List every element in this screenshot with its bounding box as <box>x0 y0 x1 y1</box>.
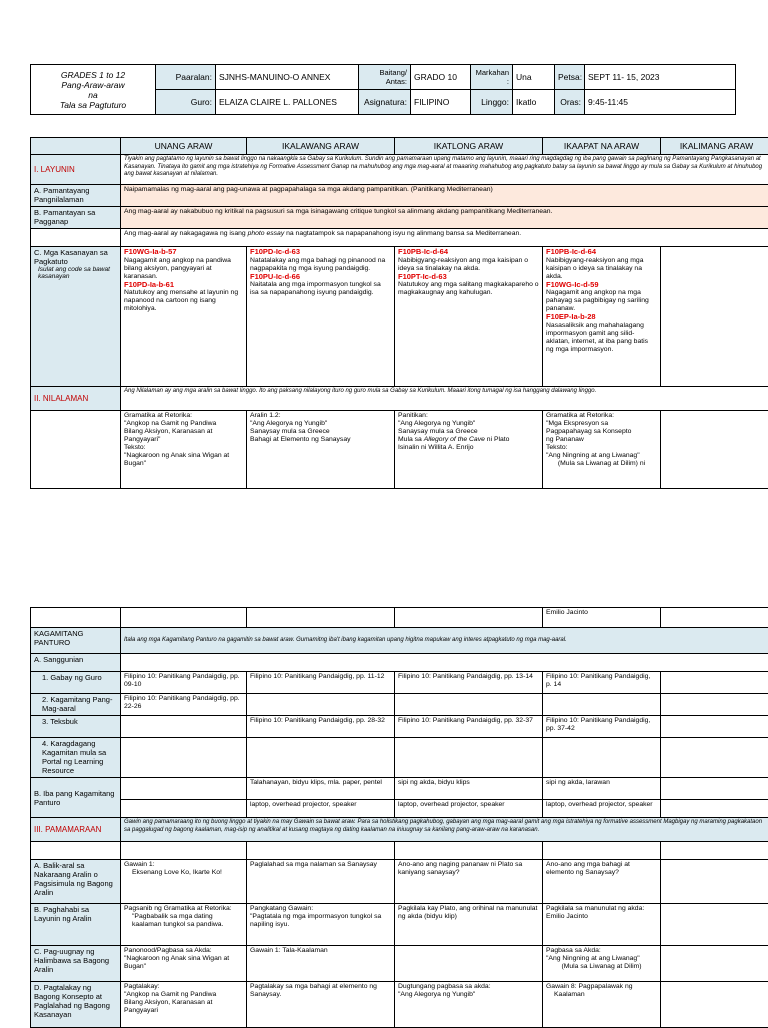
pamantayan-pagganap-text: Ang mag-aaral ay nakabubuo ng kritikal na pagsusuri sa mga isinagawang critique tungkol sa alinmang akdang pampanitikang Mediterranean. <box>121 207 768 229</box>
gabay-day2: Filipino 10: Panitikang Pandaigdig, pp. 11-12 <box>247 672 395 694</box>
pag-uugnay-day2: Gawain 1: Tala-Kaalaman <box>247 946 395 982</box>
gabay-day5 <box>661 672 768 694</box>
kagamitan-label: KAGAMITANG PANTURO <box>31 628 121 654</box>
teksbuk-day2: Filipino 10: Panitikang Pandaigdig, pp. 28-32 <box>247 716 395 738</box>
balik-aral-day2: Paglalahad sa mga nalaman sa Sanaysay <box>247 860 395 904</box>
baitang-label: Baitang/ Antas: <box>359 65 411 90</box>
layunin-note: Tiyakin ang pagtatamo ng layunin sa bawat linggo na nakaangkla sa Gabay sa Kurikulum. Sundin ang pamamaraan upang matamo ang layunin, maaari ring magdagdag ng iba pang gawain sa paglinang ng Pamantayang Pangkasanayan at Kasanayan. Tinataya ito gamit ang mga istratehiya ng Formative Assessment Ganap na mahuhubog ang mga mag-aaral at maaaring mahahubog ang pagkatuto batay sa layunin sa bawat linggo ay mula sa Gabay sa Kurikulum at hinuhubog ang bawat kasanayan at nilalaman. <box>121 155 768 185</box>
photo-essay-text: Ang mag-aaral ay nakagagawa ng isang photo essay na nagtatampok sa napapanahong isyu ng alinmang bansa sa Mediterranean. <box>121 229 768 247</box>
pagtalakay-label: D. Pagtalakay ng Bagong Konsepto at Paglalahad ng Bagong Kasanayan <box>31 982 121 1028</box>
pamantayan-pagganap-label: B. Pamantayan sa Pagganap <box>31 207 121 229</box>
iba-day1-a <box>121 778 247 800</box>
paghahabi-label: B. Paghahabi sa Layunin ng Aralin <box>31 904 121 946</box>
sanggunian-cell <box>121 654 768 672</box>
cont-blank-2 <box>121 608 247 628</box>
pamamaraan-blank-label <box>31 842 121 860</box>
day-header-3: IKATLONG ARAW <box>395 138 543 155</box>
pagtalakay-day4: Gawain 8: Pagpapalawak ng Kaalaman <box>543 982 661 1028</box>
header-table <box>30 64 736 115</box>
paaralan-label: Paaralan: <box>156 65 216 90</box>
teksbuk-day1 <box>121 716 247 738</box>
pamamaraan-blank-5 <box>661 842 768 860</box>
gabay-day4: Filipino 10: Panitikang Pandaigdig, p. 14 <box>543 672 661 694</box>
form-title: GRADES 1 to 12 Pang-Araw-araw na Tala sa Pagtuturo <box>31 65 156 115</box>
guro-value: ELAIZA CLAIRE L. PALLONES <box>216 90 359 115</box>
balik-aral-day4: Ano-ano ang mga bahagi at elemento ng Sanaysay? <box>543 860 661 904</box>
main-table-page1 <box>30 137 768 489</box>
cont-blank-3 <box>247 608 395 628</box>
pag-uugnay-day4: Pagbasa sa Akda: "Ang Ningning at ang Liwanag" (Mula sa Liwanag at Dilim) <box>543 946 661 982</box>
iba-day5-a <box>661 778 768 800</box>
karagdagang-day5 <box>661 738 768 778</box>
pag-uugnay-day3 <box>395 946 543 982</box>
linggo-value: Ikatlo <box>513 90 555 115</box>
paghahabi-day4: Pagkilala sa manunulat ng akda: Emilio Jacinto <box>543 904 661 946</box>
cont-blank-1 <box>31 608 121 628</box>
balik-aral-day5 <box>661 860 768 904</box>
pagtalakay-day3: Dugtungang pagbasa sa akda: "Ang Alegorya ng Yungib" <box>395 982 543 1028</box>
iba-day4-b: laptop, overhead projector, speaker <box>543 800 661 818</box>
day-header-4: IKAAPAT NA ARAW <box>543 138 661 155</box>
pamamaraan-blank-1 <box>121 842 247 860</box>
teksbuk-label: 3. Teksbuk <box>31 716 121 738</box>
oras-label: Oras: <box>555 90 585 115</box>
asignatura-label: Asignatura: <box>359 90 411 115</box>
pamamaraan-blank-4 <box>543 842 661 860</box>
pag-uugnay-label: C. Pag-uugnay ng Halimbawa sa Bagong Aralin <box>31 946 121 982</box>
iba-day2-a: Talahanayan, bidyu klips, mla. paper, pentel <box>247 778 395 800</box>
nilalaman-day3: Panitikan: "Ang Alegorya ng Yungib" Sanaysay mula sa Greece Mula sa Allegory of the Cave ni Plato Isinalin ni Willita A. Enrijo <box>395 411 543 489</box>
main-table-page2 <box>30 607 768 1028</box>
pamamaraan-blank-2 <box>247 842 395 860</box>
kasanayan-day5 <box>661 247 768 387</box>
nilalaman-day5 <box>661 411 768 489</box>
kagamitang-day4 <box>543 694 661 716</box>
karagdagang-day4 <box>543 738 661 778</box>
iba-day3-a: sipi ng akda, bidyu klips <box>395 778 543 800</box>
karagdagang-kagamitan-label: 4. Karagdagang Kagamitan mula sa Portal ng Learning Resource <box>31 738 121 778</box>
paaralan-value: SJNHS-MANUINO-O ANNEX <box>216 65 359 90</box>
kagamitang-day2 <box>247 694 395 716</box>
iba-day2-b: laptop, overhead projector, speaker <box>247 800 395 818</box>
markahan-value: Una <box>513 65 555 90</box>
karagdagang-day3 <box>395 738 543 778</box>
pagtalakay-day5 <box>661 982 768 1028</box>
oras-value: 9:45-11:45 <box>585 90 736 115</box>
teksbuk-day5 <box>661 716 768 738</box>
teksbuk-day4: Filipino 10: Panitikang Pandaigdig, pp. 37-42 <box>543 716 661 738</box>
day-header-2: IKALAWANG ARAW <box>247 138 395 155</box>
cont-blank-4 <box>395 608 543 628</box>
day-header-5: IKALIMANG ARAW <box>661 138 768 155</box>
paghahabi-day5 <box>661 904 768 946</box>
paghahabi-day2: Pangkatang Gawain: "Pagtatala ng mga impormasyon tungkol sa napiling isyu. <box>247 904 395 946</box>
petsa-label: Petsa: <box>555 65 585 90</box>
pamamaraan-blank-3 <box>395 842 543 860</box>
iba-day1-b <box>121 800 247 818</box>
guro-label: Guro: <box>156 90 216 115</box>
pagtalakay-day1: Pagtalakay: "Angkop na Gamit ng Pandiwa Bilang Aksiyon, Karanasan at Pangyayari <box>121 982 247 1028</box>
kagamitang-pang-mag-aaral-label: 2. Kagamitang Pang-Mag-aaral <box>31 694 121 716</box>
kasanayan-day4: F10PB-Ic-d-64 Nabibigyang-reaksiyon ang mga kaisipan o ideya sa tinalakay na akda. F10WG-Ic-d-59 Nagagamit ang angkop na mga pahayag sa pagbibigay ng sariling pananaw. F10EP-Ia-b-28 Nasasaliksik ang mahahalagang impormasyon gamit ang silid-aklatan, internet, at iba pang batis ng mga impormasyon. <box>543 247 661 387</box>
karagdagang-day2 <box>247 738 395 778</box>
karagdagang-day1 <box>121 738 247 778</box>
balik-aral-day1: Gawain 1: Eksenang Love Ko, Ikarte Ko! <box>121 860 247 904</box>
kagamitang-day1: Filipino 10: Panitikang Pandaigdig, pp. 22-26 <box>121 694 247 716</box>
nilalaman-blank <box>31 411 121 489</box>
kasanayan-label: C. Mga Kasanayan sa Pagkatuto Isulat ang code sa bawat kasanayan <box>31 247 121 387</box>
layunin-label: I. LAYUNIN <box>31 155 121 185</box>
pagtalakay-day2: Pagtalakay sa mga bahagi at elemento ng Sanaysay. <box>247 982 395 1028</box>
kasanayan-day2: F10PD-Ic-d-63 Natatalakay ang mga bahagi ng pinanood na nagpapakita ng mga isyung pandaigdig. F10PU-Ic-d-66 Naitatala ang mga impormasyon tungkol sa isa sa napapanahong isyung pandaigdig. <box>247 247 395 387</box>
gabay-ng-guro-label: 1. Gabay ng Guro <box>31 672 121 694</box>
iba-day4-a: sipi ng akda, larawan <box>543 778 661 800</box>
nilalaman-day1: Gramatika at Retorika: "Angkop na Gamit ng Pandiwa Bilang Aksiyon, Karanasan at Pangyayari" Teksto: "Nagkaroon ng Anak sina Wigan at Bugan" <box>121 411 247 489</box>
kagamitang-day5 <box>661 694 768 716</box>
kagamitan-note: Itala ang mga Kagamitang Panturo na gagamitin sa bawat araw. Gumamitng iba't ibang kagamitan upang higitna mapukaw ang interes atpagkatuto ng mga mag-aaral. <box>121 628 768 654</box>
markahan-label: Markahan : <box>471 65 513 90</box>
corner-cell <box>31 138 121 155</box>
paghahabi-day1: Pagsanib ng Gramatika at Retorika: "Pagbabalik sa mga dating kaalaman tungkol sa pandiwa. <box>121 904 247 946</box>
pamantayang-pangnilalaman-text: Naipamamalas ng mag-aaral ang pag-unawa at pagpapahalaga sa mga akdang pampanitikan. (Panitikang Mediterranean) <box>121 185 768 207</box>
pag-uugnay-day1: Panonood/Pagbasa sa Akda: "Nagkaroon ng Anak sina Wigan at Bugan" <box>121 946 247 982</box>
day-header-1: UNANG ARAW <box>121 138 247 155</box>
gabay-day1: Filipino 10: Panitikang Pandaigdig, pp. 09-10 <box>121 672 247 694</box>
iba-day5-b <box>661 800 768 818</box>
kagamitang-day3 <box>395 694 543 716</box>
blank-label-cell <box>31 229 121 247</box>
asignatura-value: FILIPINO <box>411 90 471 115</box>
nilalaman-day4: Gramatika at Retorika: "Mga Ekspresyon sa Pagpapahayag sa Konsepto ng Pananaw Teksto: "Ang Ningning at ang Liwanag" (Mula sa Liwanag at Dilim) ni <box>543 411 661 489</box>
balik-aral-label: A. Balik-aral sa Nakaraang Aralin o Pagsisimula ng Bagong Aralin <box>31 860 121 904</box>
nilalaman-label: II. NILALAMAN <box>31 387 121 411</box>
linggo-label: Linggo: <box>471 90 513 115</box>
kasanayan-day3: F10PB-Ic-d-64 Nabibigyang-reaksiyon ang mga kaisipan o ideya sa tinalakay na akda. F10PT-Ic-d-63 Natutukoy ang mga salitang magkakapareho o magkakaugnay ang kahulugan. <box>395 247 543 387</box>
iba-pang-kagamitan-label: B. Iba pang Kagamitang Panturo <box>31 778 121 818</box>
pamamaraan-label: III. PAMAMARAAN <box>31 818 121 842</box>
teksbuk-day3: Filipino 10: Panitikang Pandaigdig, pp. 32-37 <box>395 716 543 738</box>
cont-blank-5 <box>661 608 768 628</box>
paghahabi-day3: Pagkilala kay Plato, ang orihinal na manunulat ng akda (bidyu klip) <box>395 904 543 946</box>
kasanayan-day1: F10WG-Ia-b-57 Nagagamit ang angkop na pandiwa bilang aksiyon, pangyayari at karanasan. F10PD-Ia-b-61 Natutukoy ang mensahe at layunin ng napanood na cartoon ng isang mitolohiya. <box>121 247 247 387</box>
pag-uugnay-day5 <box>661 946 768 982</box>
nilalaman-day4-cont: Emilio Jacinto <box>543 608 661 628</box>
gabay-day3: Filipino 10: Panitikang Pandaigdig, pp. 13-14 <box>395 672 543 694</box>
pamantayang-pangnilalaman-label: A. Pamantayang Pangnilalaman <box>31 185 121 207</box>
balik-aral-day3: Ano-ano ang naging pananaw ni Plato sa kaniyang sanaysay? <box>395 860 543 904</box>
nilalaman-day2: Aralin 1.2: "Ang Alegorya ng Yungib" Sanaysay mula sa Greece Bahagi at Elemento ng Sanaysay <box>247 411 395 489</box>
iba-day3-b: laptop, overhead projector, speaker <box>395 800 543 818</box>
baitang-value: GRADO 10 <box>411 65 471 90</box>
nilalaman-note: Ang Nilalaman ay ang mga aralin sa bawat linggo. Ito ang paksang nilalayong ituro ng guro mula sa Gabay sa Kurikulum. Maaari itong tumagal ng isa hanggang dalawang linggo. <box>121 387 768 411</box>
petsa-value: SEPT 11- 15, 2023 <box>585 65 736 90</box>
sanggunian-label: A. Sanggunian <box>31 654 121 672</box>
pamamaraan-note: Gawin ang pamamaraang ito ng buong linggo at tiyakin na may Gawain sa bawat araw. Para sa holistikang pagkahubog, gabayan ang mga mag-aaral gamit ang mga istratehiya ng formative assessment Magbigay ng maraming pagkakataon sa paggalugad ng bagong kaalaman, mag-isip ng analitikal at kusang magtaya ng dating kaalaman na iniuugnay sa kanilang pang-araw-araw na karanasan. <box>121 818 768 842</box>
